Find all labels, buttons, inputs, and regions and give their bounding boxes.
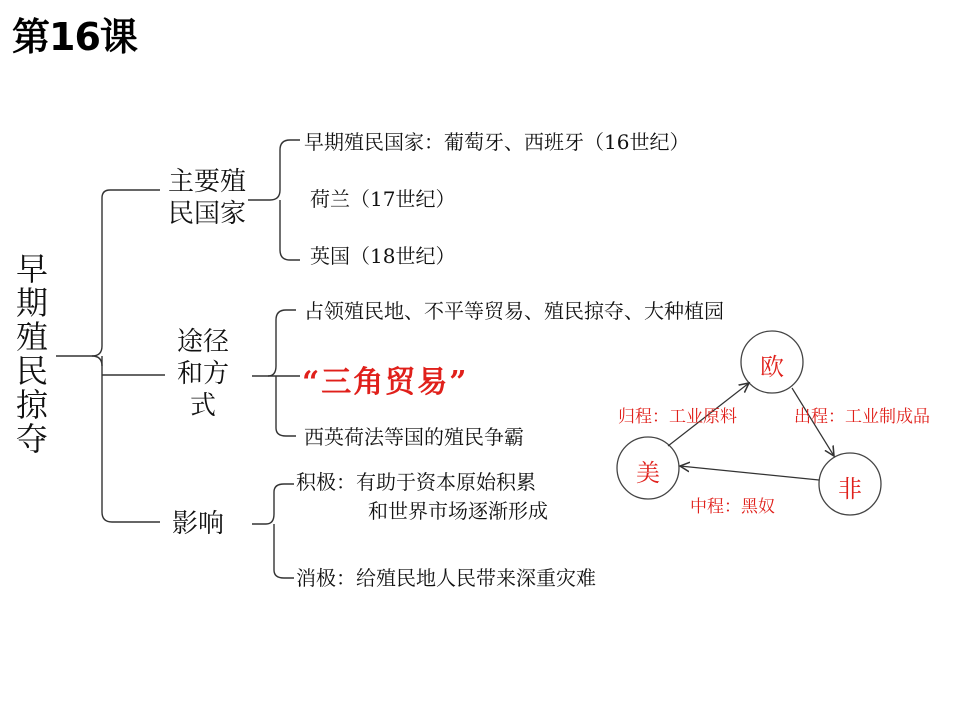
countries-item-netherlands: 荷兰（17世纪） — [310, 187, 456, 211]
methods-item-hegemony: 西英荷法等国的殖民争霸 — [304, 425, 524, 449]
edge-outbound-label: 出程：工业制成品 — [794, 407, 930, 427]
edge-return-label: 归程：工业原料 — [618, 407, 737, 427]
node-europe-label: 欧 — [760, 353, 784, 381]
methods-item-occupation: 占领殖民地、不平等贸易、殖民掠夺、大种植园 — [304, 299, 724, 323]
branch-impact: 影响 — [172, 509, 225, 539]
edge-middle-label: 中程：黑奴 — [690, 497, 775, 517]
impact-positive-line2: 和世界市场逐渐形成 — [368, 499, 548, 523]
impact-bracket — [252, 484, 294, 524]
countries-item-early: 早期殖民国家：葡萄牙、西班牙（16世纪） — [304, 130, 690, 154]
root-bracket — [56, 190, 160, 356]
methods-bracket — [252, 310, 296, 376]
methods-item-triangle-trade: “三角贸易” — [302, 365, 469, 400]
impact-negative: 消极：给殖民地人民带来深重灾难 — [296, 566, 596, 590]
branch-main-countries: 主要殖民国家 — [167, 167, 246, 229]
node-africa-label: 非 — [838, 475, 862, 503]
page-title: 第16课 — [12, 15, 137, 59]
edge-middle-arrow — [680, 466, 819, 480]
root-node: 早期殖民掠夺 — [15, 250, 48, 458]
countries-bracket — [248, 140, 300, 200]
branch-methods: 途径和方式 — [176, 327, 229, 421]
impact-positive-line1: 积极：有助于资本原始积累 — [296, 470, 536, 494]
countries-item-britain: 英国（18世纪） — [310, 244, 456, 268]
node-america-label: 美 — [636, 459, 660, 487]
